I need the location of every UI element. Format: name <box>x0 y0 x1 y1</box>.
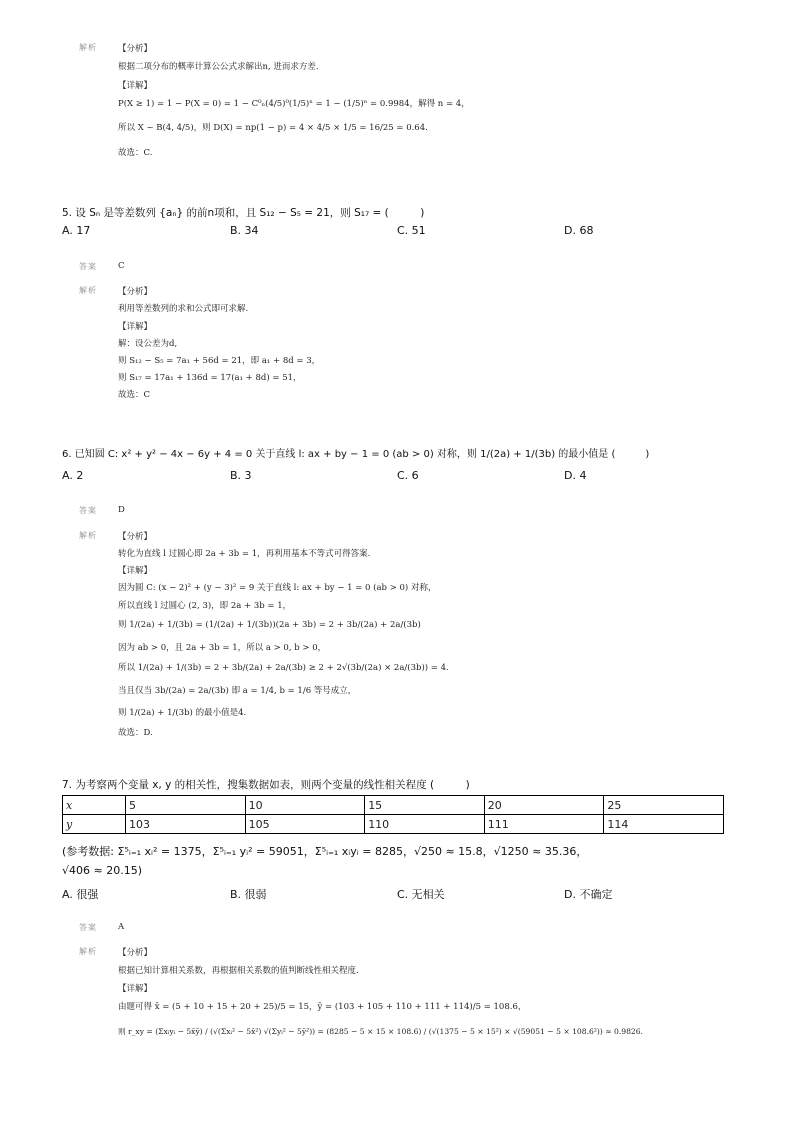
q7-reference-data-cont: √406 ≈ 20.15) <box>62 864 142 877</box>
answer-label: 答案 <box>79 923 97 932</box>
table-cell: 10 <box>245 796 365 815</box>
analysis-label: 解析 <box>79 286 97 295</box>
analysis-label: 解析 <box>79 43 97 52</box>
q6-line: 所以直线 l 过圆心 (2, 3)，即 2a + 3b = 1， <box>118 601 292 611</box>
q5-line: 则 S₁₂ − S₅ = 7a₁ + 56d = 21，即 a₁ + 8d = 3， <box>118 356 321 366</box>
q5-option-b: B. 34 <box>230 224 259 237</box>
q5-stem: 5. 设 Sₙ 是等差数列 {aₙ} 的前n项和，且 S₁₂ − S₅ = 21，则 S₁₇ = ( ) <box>62 207 425 219</box>
q6-option-a: A. 2 <box>62 469 84 482</box>
q7-answer: A <box>118 922 125 932</box>
sol4-line4: 故选：C. <box>118 148 153 158</box>
q6-option-d: D. 4 <box>564 469 587 482</box>
fenxi-heading: 【分析】 <box>118 287 153 297</box>
xiangjie-heading: 【详解】 <box>118 984 153 994</box>
table-cell: x <box>63 796 126 815</box>
q7-line: 则 r_xy = (Σxᵢyᵢ − 5x̄ȳ) / (√(Σxᵢ² − 5x̄²) √(Σyᵢ² − 5ȳ²)) = (8285 − 5 × 15 × 108.6) / (√(1375 − 5 × 15²) × √(59051 − 5 × 108.6²)) ≈ 0.9826. <box>118 1027 643 1036</box>
q7-line: 由题可得 x̄ = (5 + 10 + 15 + 20 + 25)/5 = 15，ȳ = (103 + 105 + 110 + 111 + 114)/5 = 108.6， <box>118 1002 527 1012</box>
q6-answer: D <box>118 505 125 515</box>
q6-line: 因为 ab > 0，且 2a + 3b = 1，所以 a > 0, b > 0， <box>118 643 327 653</box>
table-cell: 105 <box>245 815 365 834</box>
table-cell: 15 <box>365 796 485 815</box>
q5-line: 解：设公差为d, <box>118 339 178 349</box>
q5-option-d: D. 68 <box>564 224 594 237</box>
table-cell: y <box>63 815 126 834</box>
q6-line: 则 1/(2a) + 1/(3b) = (1/(2a) + 1/(3b))(2a + 3b) = 2 + 3b/(2a) + 2a/(3b) <box>118 620 421 630</box>
q5-line: 故选：C <box>118 390 151 400</box>
analysis-label: 解析 <box>79 947 97 956</box>
xiangjie-heading: 【详解】 <box>118 81 153 91</box>
q7-option-d: D. 不确定 <box>564 888 613 901</box>
q5-analysis: 利用等差数列的求和公式即可求解. <box>118 304 249 314</box>
q6-option-c: C. 6 <box>397 469 419 482</box>
table-cell: 110 <box>365 815 485 834</box>
q5-answer: C <box>118 261 125 271</box>
table-row <box>63 815 724 834</box>
q7-option-c: C. 无相关 <box>397 888 445 901</box>
q7-option-b: B. 很弱 <box>230 888 267 901</box>
q6-analysis: 转化为直线 l 过圆心即 2a + 3b = 1，再利用基本不等式可得答案. <box>118 549 371 559</box>
table-row <box>63 796 724 815</box>
q6-line: 故选：D. <box>118 728 153 738</box>
table-cell: 25 <box>604 796 724 815</box>
q6-line: 当且仅当 3b/(2a) = 2a/(3b) 即 a = 1/4, b = 1/6 等号成立， <box>118 686 357 696</box>
table-cell: 114 <box>604 815 724 834</box>
q7-stem: 7. 为考察两个变量 x, y 的相关性，搜集数据如表，则两个变量的线性相关程度 ( ) <box>62 779 470 791</box>
q6-stem: 6. 已知圆 C: x² + y² − 4x − 6y + 4 = 0 关于直线 l: ax + by − 1 = 0 (ab > 0) 对称，则 1/(2a) + 1/(3b) 的最小值是 ( ) <box>62 449 650 460</box>
fenxi-heading: 【分析】 <box>118 948 153 958</box>
q6-line: 因为圆 C: (x − 2)² + (y − 3)² = 9 关于直线 l: ax + by − 1 = 0 (ab > 0) 对称， <box>118 583 437 593</box>
sol4-line3: 所以 X ~ B(4, 4/5)，则 D(X) = np(1 − p) = 4 × 4/5 × 1/5 = 16/25 = 0.64. <box>118 123 428 133</box>
q5-option-c: C. 51 <box>397 224 426 237</box>
sol4-line1: 根据二项分布的概率计算公公式求解出n, 进而求方差. <box>118 62 319 72</box>
q5-option-a: A. 17 <box>62 224 91 237</box>
q5-line: 则 S₁₇ = 17a₁ + 136d = 17(a₁ + 8d) = 51， <box>118 373 302 383</box>
q6-option-b: B. 3 <box>230 469 252 482</box>
fenxi-heading: 【分析】 <box>118 532 153 542</box>
analysis-label: 解析 <box>79 531 97 540</box>
table-cell: 111 <box>484 815 604 834</box>
sol4-line2: P(X ≥ 1) = 1 − P(X = 0) = 1 − C⁰ₙ(4/5)⁰(1/5)ⁿ = 1 − (1/5)ⁿ = 0.9984，解得 n = 4， <box>118 99 470 109</box>
table-cell: 20 <box>484 796 604 815</box>
q7-analysis: 根据已知计算相关系数，再根据相关系数的值判断线性相关程度. <box>118 966 359 976</box>
fenxi-heading: 【分析】 <box>118 44 153 54</box>
table-cell: 103 <box>126 815 246 834</box>
xiangjie-heading: 【详解】 <box>118 322 153 332</box>
answer-label: 答案 <box>79 262 97 271</box>
q7-option-a: A. 很强 <box>62 888 99 901</box>
q7-reference-data: (参考数据: Σ⁵ᵢ₌₁ xᵢ² = 1375，Σ⁵ᵢ₌₁ yᵢ² = 59051，Σ⁵ᵢ₌₁ xᵢyᵢ = 8285，√250 ≈ 15.8，√1250 ≈ 35.36， <box>62 845 588 858</box>
xiangjie-heading: 【详解】 <box>118 566 153 576</box>
answer-label: 答案 <box>79 506 97 515</box>
table-cell: 5 <box>126 796 246 815</box>
data-table <box>62 795 724 834</box>
q6-line: 则 1/(2a) + 1/(3b) 的最小值是4. <box>118 708 247 718</box>
q6-line: 所以 1/(2a) + 1/(3b) = 2 + 3b/(2a) + 2a/(3b) ≥ 2 + 2√(3b/(2a) × 2a/(3b)) = 4. <box>118 663 449 673</box>
